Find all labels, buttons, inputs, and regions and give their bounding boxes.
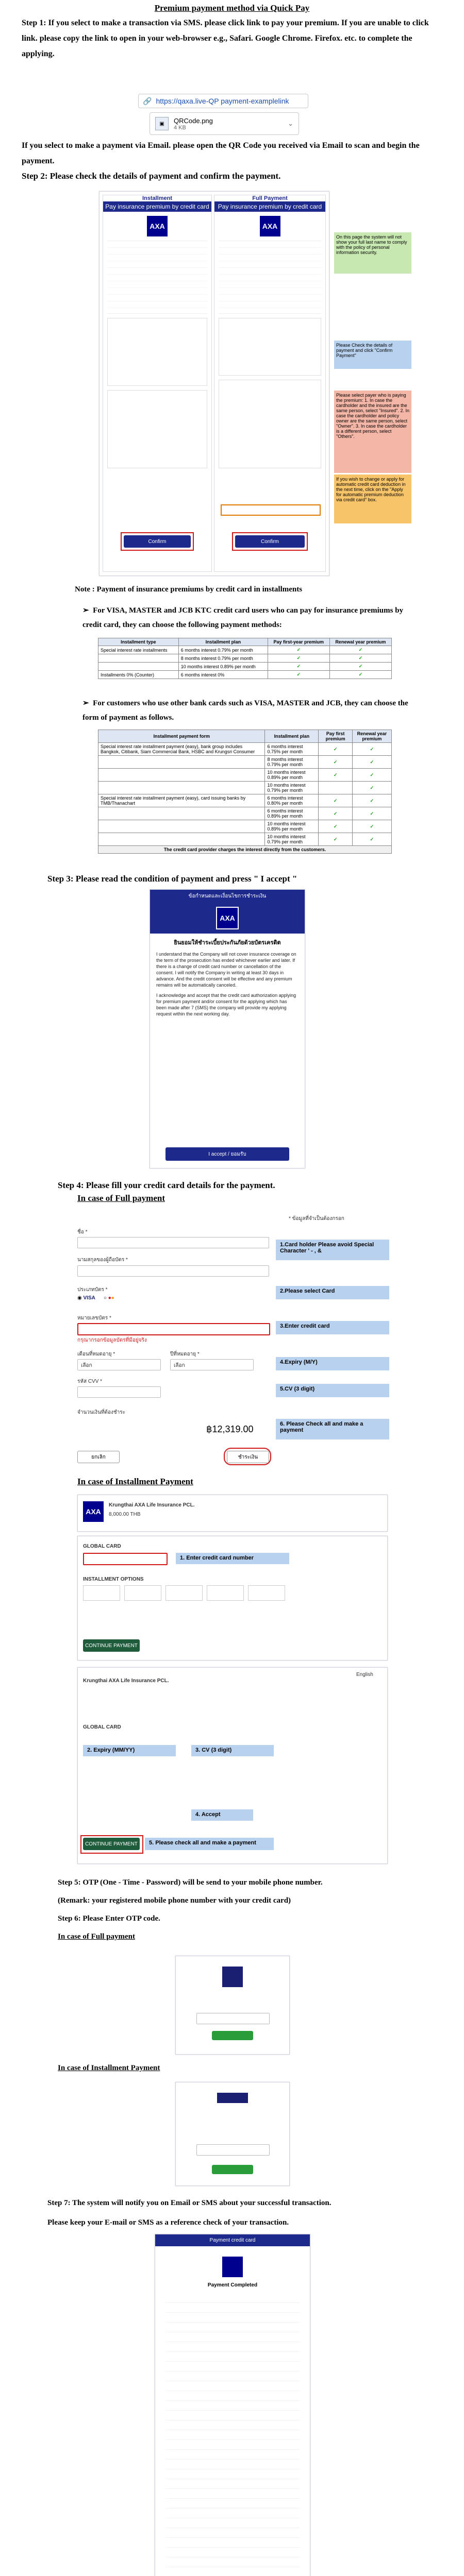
table-other-banks (98, 730, 392, 854)
payment-details-screens (99, 191, 329, 576)
callout-check-all: 6. Please Check all and make a payment (276, 1419, 389, 1439)
other-bank-table-cell: 6 months interest 0.80% per month (265, 794, 319, 807)
other-bank-table-cell (98, 833, 265, 846)
ktc-table-cell: 6 months interest 0.79% per month (178, 646, 268, 654)
installment-note: Note : Payment of insurance premiums by credit card in installments (75, 585, 303, 594)
note-red: Please select payer who is paying the premium: 1. In case the cardholder and the insured are the same person, select "Insured". 2. In case the cardholder and policy owner are the same person, select "Owner". 3. In case the cardholder is a different person, select "Others". (334, 391, 411, 473)
expiry-year-select[interactable]: เลือก (170, 1359, 254, 1370)
table-ktc (98, 638, 392, 679)
callout-cv: 5.CV (3 digit) (276, 1384, 389, 1397)
other-bank-table-cell: ✓ (319, 807, 352, 820)
other-bank-table-cell: ✓ (319, 769, 352, 782)
installment-card-number[interactable] (83, 1553, 168, 1565)
merchant-amount: 8,000.00 THB (109, 1512, 141, 1517)
installment-card-form (77, 1536, 388, 1660)
cancel-button[interactable]: ยกเลิก (77, 1451, 120, 1463)
other-bank-table-cell (98, 820, 265, 833)
ktc-table-row (98, 671, 392, 679)
language-select[interactable]: English (356, 1672, 373, 1677)
other-bank-table-cell: ✓ (352, 820, 391, 833)
confirm-button[interactable]: Confirm (235, 535, 305, 548)
otp-installment-screen (175, 2082, 290, 2186)
ktc-table-cell: ✓ (268, 646, 329, 654)
cardholder-name-field[interactable] (77, 1237, 269, 1248)
other-bank-table-cell: 8 months interest 0.79% per month (265, 756, 319, 769)
full-payment-screen (214, 195, 326, 572)
ktc-table-cell: ✓ (329, 646, 391, 654)
callout-expiry: 4.Expiry (M/Y) (276, 1357, 389, 1370)
step5-text: Step 5: OTP (One - Time - Password) will be send to your mobile phone number. (58, 1878, 323, 1887)
other-bank-table-cell: ✓ (319, 743, 352, 756)
other-bank-table-cell: ✓ (319, 833, 352, 846)
merchant-name: Krungthai AXA Life Insurance PCL. (109, 1502, 195, 1508)
other-bank-table-cell: ✓ (319, 756, 352, 769)
installment-header: Installment (142, 195, 173, 201)
continue-payment-button[interactable]: CONTINUE PAYMENT (83, 1639, 140, 1652)
bank-logo (217, 2093, 248, 2103)
other-bank-table-cell: 10 months interest 0.79% per month (265, 833, 319, 846)
ktc-table-cell: 8 months interest 0.79% per month (178, 654, 268, 663)
expiry-month-select[interactable]: เลือก (77, 1359, 161, 1370)
axa-logo: AXA (216, 907, 239, 929)
ktc-table-cell: ✓ (329, 663, 391, 671)
other-bank-table-row (98, 833, 392, 846)
installment-options-label: INSTALLMENT OPTIONS (83, 1577, 144, 1582)
step7-text: Step 7: The system will notify you on Email or SMS about your successful transaction. (47, 2199, 332, 2207)
other-bank-table-cell: ✓ (352, 807, 391, 820)
otp-full-screen (175, 1956, 290, 2055)
other-bank-table-cell: ✓ (352, 756, 391, 769)
installment-options[interactable] (107, 318, 207, 386)
callout-install-card: 1. Enter credit card number (176, 1553, 289, 1564)
continue-highlight (80, 1835, 143, 1854)
visa-radio[interactable]: ◉ VISA (77, 1295, 95, 1301)
merchant-name: Krungthai AXA Life Insurance PCL. (83, 1678, 169, 1684)
axa-logo: AXA (83, 1501, 104, 1522)
image-file-icon: ▣ (155, 117, 169, 130)
other-bank-table-cell: Special interest rate installment payment (easy), card issuing banks by TMB/Thanachart (98, 794, 265, 807)
expiry-month-label: เดือนที่หมดอายุ * (77, 1351, 115, 1357)
terms-header: ข้อกำหนดและเงื่อนไขการชำระเงิน (150, 890, 305, 903)
other-bank-table-cell: ✓ (352, 794, 391, 807)
ktc-table-row (98, 663, 392, 671)
callout-install-expiry: 2. Expiry (MM/YY) (83, 1745, 176, 1756)
cvv-label: รหัส CVV * (77, 1379, 103, 1384)
pay-highlight (224, 1448, 271, 1465)
cvv-field[interactable] (77, 1386, 161, 1398)
step5-remark: (Remark: your registered mobile phone number with your credit card) (58, 1896, 291, 1905)
file-size: 4 KB (174, 124, 186, 131)
ktc-table-cell: ✓ (329, 654, 391, 663)
ktc-table-header-cell: Pay first-year premium (268, 638, 329, 646)
other-bank-table-cell (319, 782, 352, 794)
installment-subheader: Pay insurance premium by credit card (103, 201, 211, 212)
step7-text-2: Please keep your E-mail or SMS as a reference check of your transaction. (47, 2218, 289, 2227)
full-payment-header: Full Payment (252, 195, 288, 201)
other-bank-table-row (98, 756, 392, 769)
other-bank-table-cell (98, 782, 265, 794)
other-bank-table-row (98, 820, 392, 833)
other-bank-table-header-cell: Renewal year premium (352, 730, 391, 743)
auto-deduction-highlight (221, 504, 321, 516)
cardholder-lastname-field[interactable] (77, 1265, 269, 1277)
payment-link[interactable]: https://qaxa.live-QP payment-examplelink (156, 97, 289, 105)
file-name: QRCode.png (174, 116, 213, 125)
ktc-table-header-cell: Renewal year premium (329, 638, 391, 646)
other-bank-table-cell: 6 months interest 0.89% per month (265, 807, 319, 820)
ktc-table-row (98, 646, 392, 654)
other-bank-table-cell: Special interest rate installment payment (easy), bank group includes Bangkok, Citibank, Siam Commercial Bank, HSBC and Krungsri Consumer (98, 743, 265, 756)
receipt-details (165, 2293, 300, 2576)
terms-body: I understand that the Company will not cover insurance coverage on the term of the prosecution has ended whichever earlier and later. If there is a change of credit card number or cancellation of the consent. I will notify the Company in writing at least 30 days in advance. And the credit consent will be effective and any premium remains will be automatically canceled. (156, 952, 296, 988)
global-card-label: GLOBAL CARD (83, 1724, 121, 1730)
other-bank-table-cell: ✓ (352, 782, 391, 794)
ktc-table-cell: ✓ (329, 671, 391, 679)
name-label: ชื่อ * (77, 1229, 88, 1235)
callout-select-card: 2.Please select Card (276, 1286, 389, 1299)
policy-details (219, 241, 321, 314)
full-payment-subheader: Pay insurance premium by credit card (214, 201, 325, 212)
step2-title: Step 2: Please check the details of payment and confirm the payment. (22, 171, 281, 181)
step4-title: Step 4: Please fill your credit card details for the payment. (58, 1180, 275, 1190)
other-bank-table-row (98, 743, 392, 756)
axa-logo: AXA (260, 216, 280, 236)
link-icon: 🔗 (143, 96, 152, 105)
otp-input-full[interactable] (196, 2013, 270, 2024)
installment-title: In case of Installment Payment (77, 1477, 193, 1486)
other-bank-table-header-cell: Installment payment form (98, 730, 265, 743)
otp-full-title: In case of Full payment (58, 1933, 135, 1941)
arrow-icon: ➢ (82, 699, 93, 707)
other-bank-table-header-cell: Installment plan (265, 730, 319, 743)
other-bank-table-header-cell: Pay first premium (319, 730, 352, 743)
terms-body-2: I acknowledge and accept that the credit card authorization applying for premium payment and/or consent for the applying which has been made after 7 (SMS) the company will provide my applying request within the next working day. (156, 993, 296, 1016)
other-bank-table-cell: ✓ (352, 743, 391, 756)
ktc-table-cell: Special interest rate installments (98, 646, 179, 654)
otp-installment-title: In case of Installment Payment (58, 2064, 160, 2072)
other-bank-table-cell (98, 807, 265, 820)
payer-select[interactable] (219, 318, 321, 376)
other-bank-table-row (98, 794, 392, 807)
ktc-table-cell (98, 663, 179, 671)
link-box[interactable] (138, 94, 308, 108)
policy-details (107, 241, 207, 314)
bullet-other-banks: ➢ For customers who use other bank cards such as VISA, MASTER and JCB, they can choose the form of payment as follows. (82, 699, 408, 722)
ktc-table-cell: Installments 0% (Counter) (98, 671, 179, 679)
otp-input-installment[interactable] (196, 2144, 270, 2156)
email-instructions: If you select to make a payment via Email. please open the QR Code you received via Email to scan and begin the payment. (22, 141, 420, 165)
amount-display: ฿12,319.00 (206, 1424, 254, 1434)
bank-logo (222, 1967, 243, 1987)
receipt-screen (155, 2234, 310, 2576)
other-bank-table-cell: 10 months interest 0.79% per month (265, 782, 319, 794)
step1-text: Step 1: If you select to make a transaction via SMS. please click link to pay your premium. If you are unable to click link. please copy the link to open in your web-browser e.g., Safari. Google Chrome. Firefox. etc. to complete the applying. (22, 19, 429, 58)
mastercard-radio[interactable]: ○ ●● (103, 1295, 114, 1301)
callout-enter-card: 3.Enter credit card (276, 1321, 389, 1334)
ktc-table-cell: 10 months interest 0.89% per month (178, 663, 268, 671)
confirm-highlight (121, 532, 194, 551)
lastname-label: นามสกุลของผู้ถือบัตร * (77, 1257, 128, 1263)
callout-install-cv: 3. CV (3 digit) (191, 1745, 274, 1756)
confirm-highlight (232, 532, 308, 551)
ktc-table-header-cell: Installment type (98, 638, 179, 646)
other-bank-table-cell: 6 months interest 0.75% per month (265, 743, 319, 756)
otp-submit-installment[interactable] (212, 2165, 253, 2174)
bullet-ktc: ➢ For VISA, MASTER and JCB KTC credit card users who can pay for insurance premiums by credit card, they can choose the following payment methods: (82, 606, 404, 629)
otp-submit-full[interactable] (212, 2031, 253, 2040)
ktc-table-cell: 6 months interest 0% (178, 671, 268, 679)
full-payment-title: In case of Full payment (77, 1193, 165, 1203)
bank-logos[interactable] (83, 1585, 285, 1601)
other-bank-table-cell: ✓ (319, 794, 352, 807)
callout-install-check: 5. Please check all and make a payment (145, 1838, 274, 1850)
callout-accept: 4. Accept (191, 1809, 253, 1821)
installment-details-form (77, 1667, 388, 1864)
accept-button[interactable]: I accept / ยอมรับ (165, 1147, 289, 1161)
other-bank-table-cell: 10 months interest 0.89% per month (265, 769, 319, 782)
card-number-label: หมายเลขบัตร * (77, 1315, 111, 1321)
payer-options[interactable] (219, 380, 321, 468)
note-blue: Please Check the details of payment and click "Confirm Payment" (334, 341, 411, 369)
terms-heading: ยินยอมให้ชำระเบี้ยประกันภัยด้วยบัตรเครดิต (174, 940, 281, 946)
ktc-table-row (98, 654, 392, 663)
required-note: * ข้อมูลที่จำเป็นต้องกรอก (289, 1216, 344, 1222)
receipt-header: Payment credit card (155, 2234, 310, 2246)
card-number-field[interactable] (77, 1323, 270, 1335)
ktc-table-cell (98, 654, 179, 663)
other-bank-table-row (98, 807, 392, 820)
ktc-table-cell: ✓ (268, 663, 329, 671)
pay-button[interactable]: ชำระเงิน (227, 1451, 269, 1463)
axa-logo: AXA (147, 216, 168, 236)
global-card-label: GLOBAL CARD (83, 1544, 121, 1549)
note-orange: If you wish to change or apply for automatic credit card deduction in the next time, click on the "Apply for automatic premium deduction via credit card" box. (334, 474, 411, 523)
table-footer: The credit card provider charges the interest directly from the customers. (98, 846, 392, 854)
amount-label: จำนวนเงินที่ต้องชำระ (77, 1410, 126, 1415)
other-bank-table-row (98, 769, 392, 782)
card-number-error: กรุณากรอกข้อมูลบัตรที่มีอยู่จริง (77, 1337, 147, 1343)
note-green: On this page the system will not show your full last name to comply with the policy of personal information security. (334, 232, 411, 274)
other-bank-table-cell: 10 months interest 0.89% per month (265, 820, 319, 833)
receipt-title: Payment Completed (207, 2282, 258, 2288)
expiry-year-label: ปีที่หมดอายุ * (170, 1351, 200, 1357)
step6-text: Step 6: Please Enter OTP code. (58, 1914, 160, 1923)
payer-options[interactable] (107, 390, 207, 468)
ktc-table-header-cell: Installment plan (178, 638, 268, 646)
ktc-table-cell: ✓ (268, 654, 329, 663)
page (0, 3, 464, 2576)
continue-payment-button[interactable]: CONTINUE PAYMENT (83, 1838, 140, 1850)
step3-title: Step 3: Please read the condition of payment and press " I accept " (47, 874, 297, 884)
other-bank-table-cell: ✓ (352, 833, 391, 846)
card-type-label: ประเภทบัตร * (77, 1287, 108, 1293)
other-bank-table-cell (98, 756, 265, 769)
ktc-table-cell: ✓ (268, 671, 329, 679)
callout-card-holder: 1.Card holder Please avoid Special Character ' - , & (276, 1240, 389, 1260)
other-bank-table-row (98, 782, 392, 794)
page-title: Premium payment method via Quick Pay (154, 3, 310, 13)
terms-screen (150, 889, 305, 1168)
qr-file-attachment[interactable] (150, 112, 299, 135)
confirm-button[interactable]: Confirm (124, 535, 191, 548)
other-bank-table-cell: ✓ (319, 820, 352, 833)
axa-logo (222, 2257, 243, 2277)
installment-screen (103, 195, 212, 572)
other-bank-table-cell (98, 769, 265, 782)
other-bank-table-cell: ✓ (352, 769, 391, 782)
arrow-icon: ➢ (82, 606, 93, 615)
merchant-header (77, 1495, 388, 1532)
chevron-down-icon[interactable]: ⌄ (288, 120, 293, 127)
card-type-options[interactable] (77, 1295, 114, 1301)
